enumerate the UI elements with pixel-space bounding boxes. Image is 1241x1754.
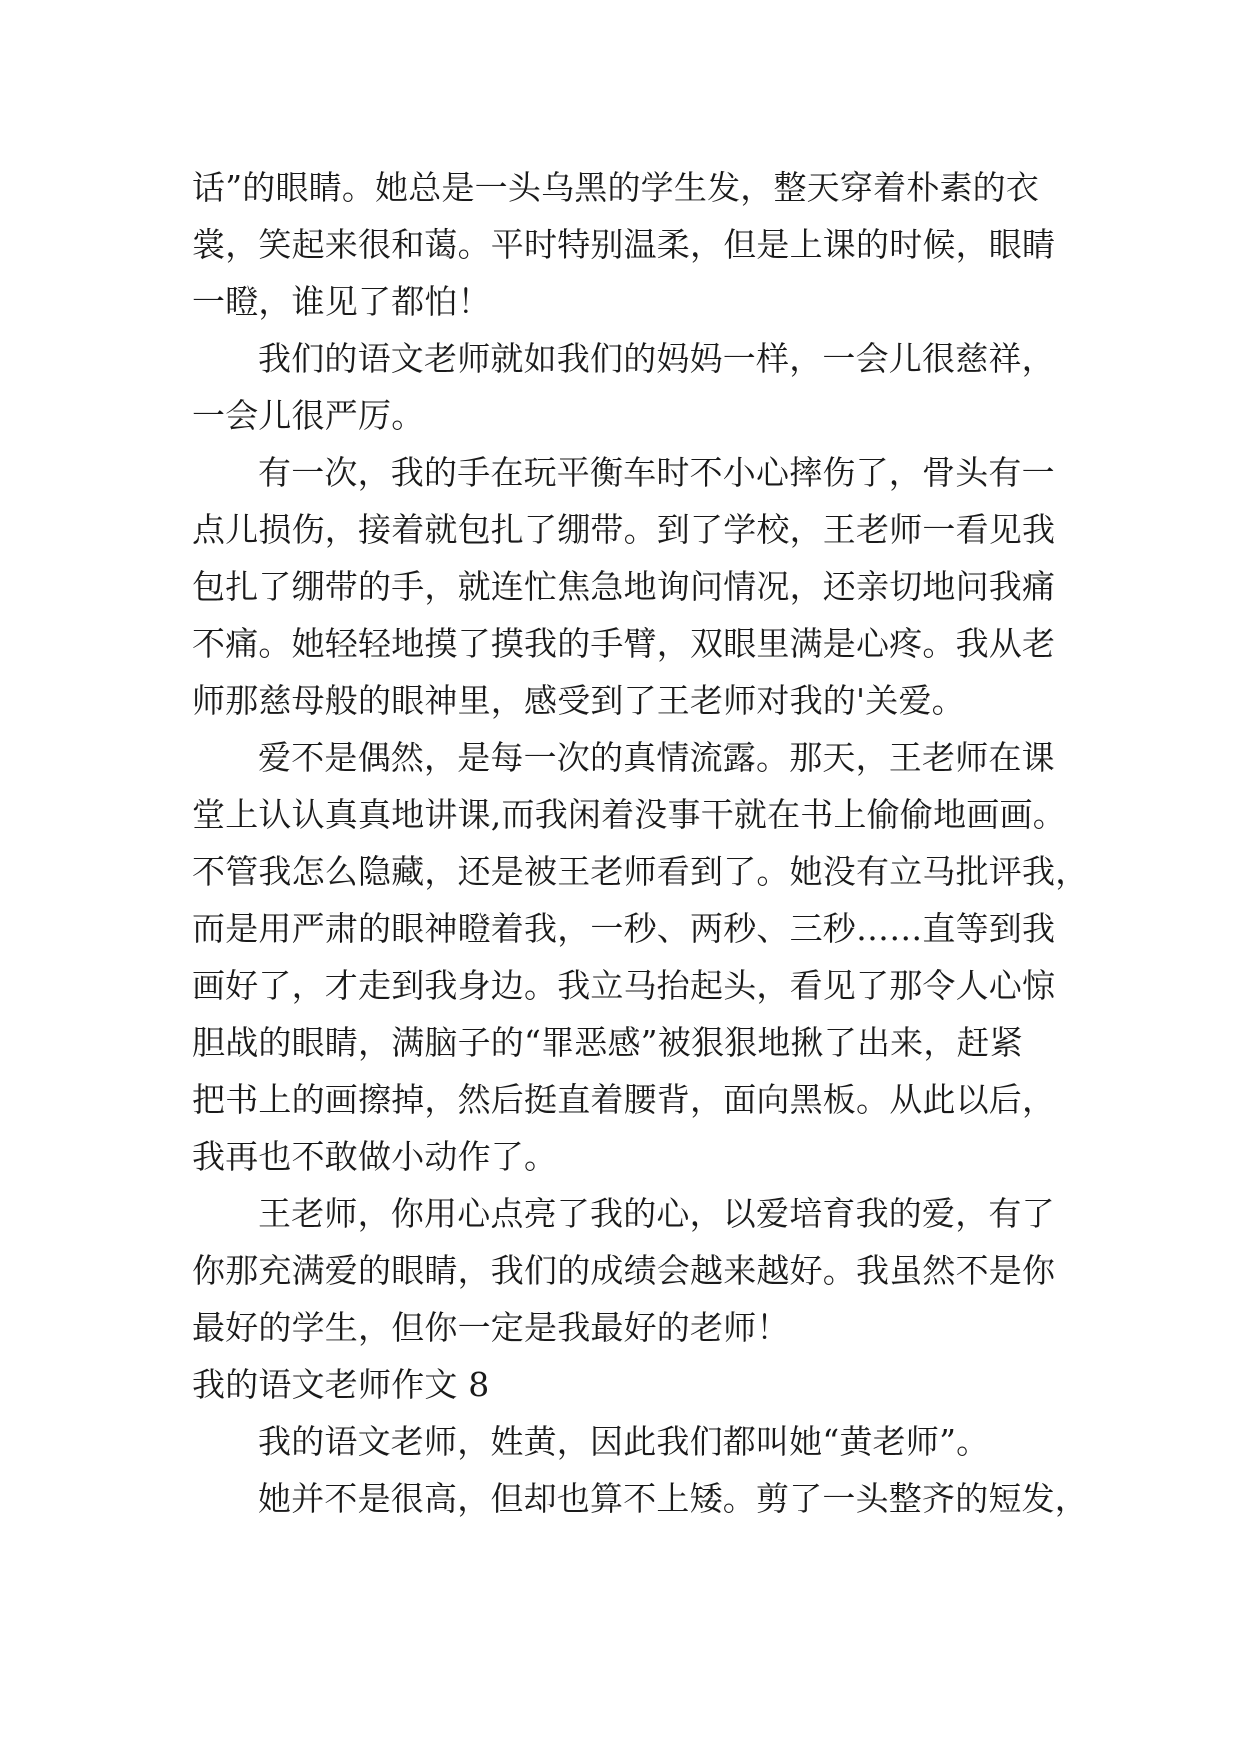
text-line: 而是用严肃的眼神瞪着我，一秒、两秒、三秒……直等到我 <box>192 909 1056 948</box>
text-line: 把书上的画擦掉，然后挺直着腰背，面向黑板。从此以后， <box>192 1080 1056 1119</box>
text-line: 胆战的眼睛，满脑子的“罪恶感”被狠狠地揪了出来，赶紧 <box>192 1023 1023 1062</box>
text-line: 不痛。她轻轻地摸了摸我的手臂，双眼里满是心疼。我从老 <box>192 624 1056 663</box>
text-line: 师那慈母般的眼神里，感受到了王老师对我的'关爱。 <box>192 681 965 720</box>
section-heading: 我的语文老师作文 8 <box>192 1365 490 1404</box>
paragraph-first-line: 王老师，你用心点亮了我的心，以爱培育我的爱，有了 <box>258 1194 1055 1233</box>
text-line: 堂上认认真真地讲课,而我闲着没事干就在书上偷偷地画画。 <box>192 795 1066 834</box>
text-line: 你那充满爱的眼睛，我们的成绩会越来越好。我虽然不是你 <box>192 1251 1056 1290</box>
text-line: 我再也不敢做小动作了。 <box>192 1137 558 1176</box>
paragraph-first-line: 爱不是偶然，是每一次的真情流露。那天，王老师在课 <box>258 738 1055 777</box>
text-line: 点儿损伤，接着就包扎了绷带。到了学校，王老师一看见我 <box>192 510 1056 549</box>
text-line: 最好的学生，但你一定是我最好的老师！ <box>192 1308 790 1347</box>
paragraph-first-line: 我们的语文老师就如我们的妈妈一样，一会儿很慈祥， <box>258 339 1055 378</box>
text-line: 裳，笑起来很和蔼。平时特别温柔，但是上课的时候，眼睛 <box>192 225 1056 264</box>
text-line: 话”的眼睛。她总是一头乌黑的学生发，整天穿着朴素的衣 <box>192 168 1040 207</box>
text-line: 包扎了绷带的手，就连忙焦急地询问情况，还亲切地问我痛 <box>192 567 1056 606</box>
paragraph-first-line: 有一次，我的手在玩平衡车时不小心摔伤了，骨头有一 <box>258 453 1055 492</box>
text-line: 一瞪，谁见了都怕！ <box>192 282 491 321</box>
text-line: 不管我怎么隐藏，还是被王老师看到了。她没有立马批评我， <box>192 852 1089 891</box>
paragraph-first-line: 她并不是很高，但却也算不上矮。剪了一头整齐的短发， <box>258 1479 1088 1518</box>
text-line: 一会儿很严厉。 <box>192 396 425 435</box>
text-line: 画好了，才走到我身边。我立马抬起头，看见了那令人心惊 <box>192 966 1056 1005</box>
paragraph-first-line: 我的语文老师，姓黄，因此我们都叫她“黄老师”。 <box>258 1422 990 1461</box>
